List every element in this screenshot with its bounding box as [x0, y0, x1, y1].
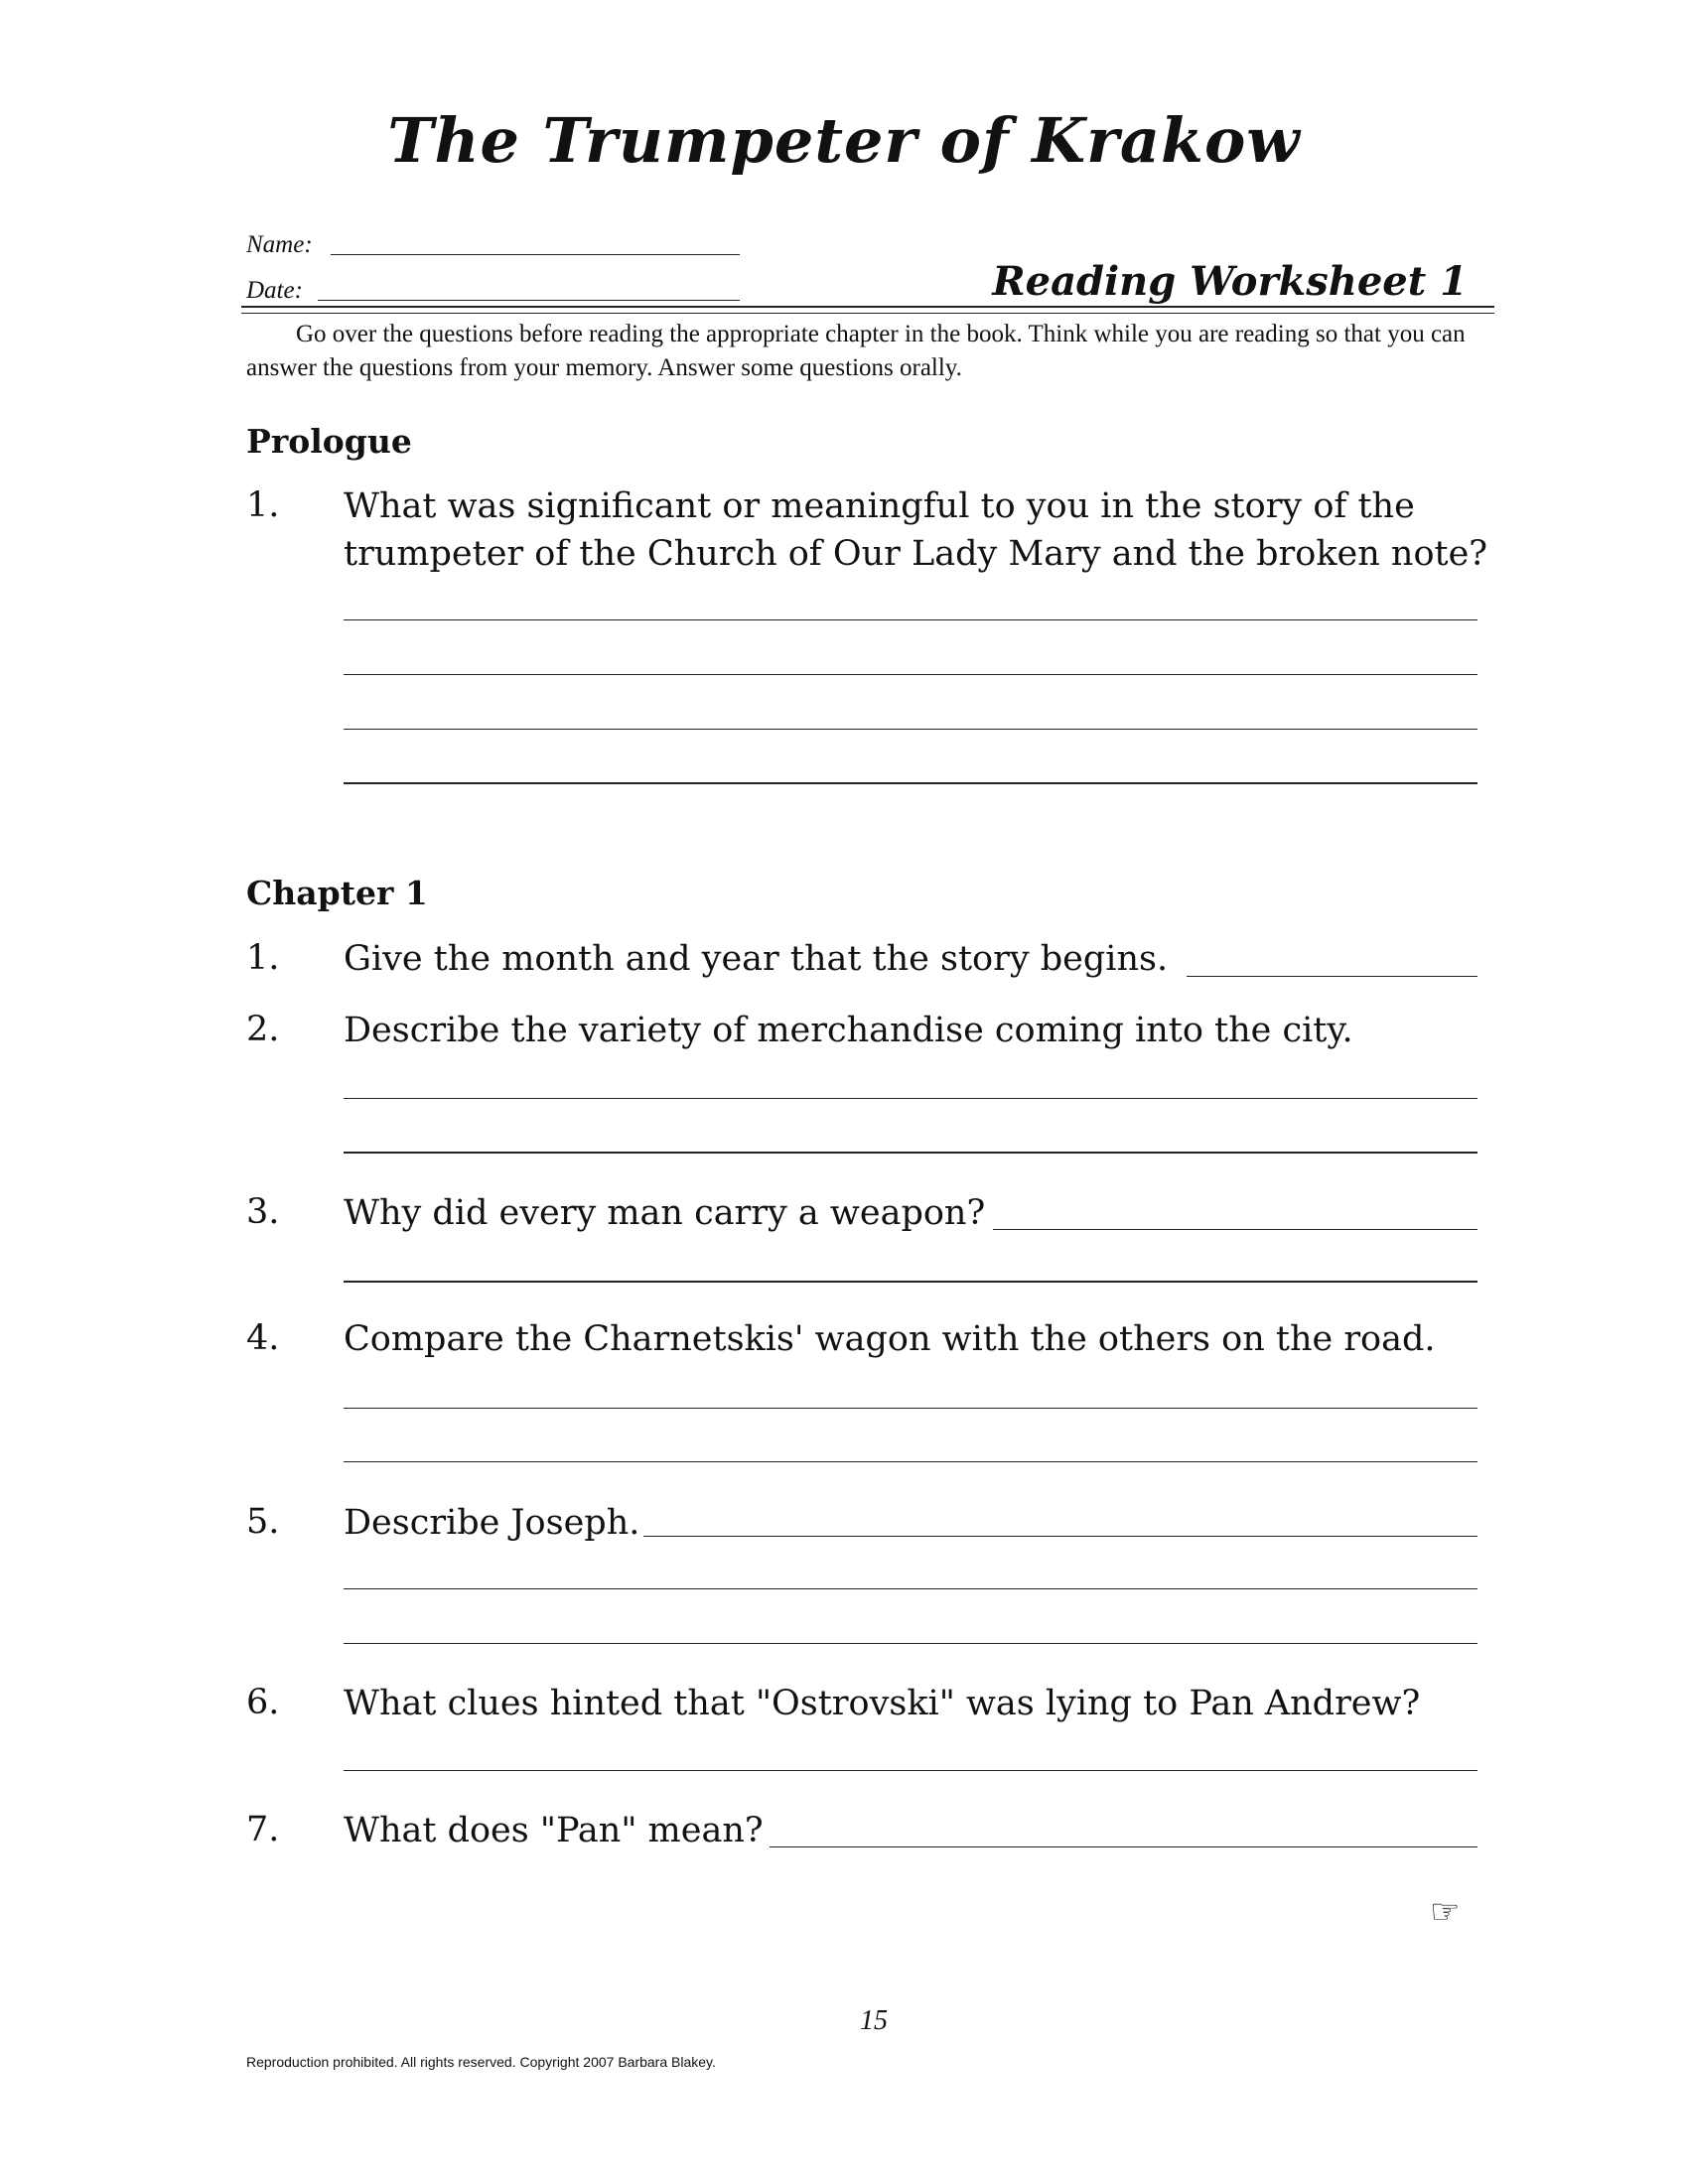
- answer-line[interactable]: [344, 1281, 1477, 1283]
- chapter1-q6-number: 6.: [246, 1683, 280, 1722]
- name-label: Name:: [246, 231, 313, 258]
- chapter1-q7-number: 7.: [246, 1810, 280, 1849]
- answer-line[interactable]: [643, 1536, 1477, 1537]
- chapter1-q1-text: Give the month and year that the story begins.: [344, 939, 1169, 979]
- answer-line[interactable]: [344, 1643, 1477, 1644]
- prologue-q1-number: 1.: [246, 485, 280, 525]
- worksheet-main-title: The Trumpeter of Krakow: [387, 104, 1301, 177]
- header-divider: [241, 306, 1494, 308]
- prologue-heading: Prologue: [246, 422, 412, 461]
- chapter1-q4-number: 4.: [246, 1318, 280, 1358]
- answer-line[interactable]: [344, 1588, 1477, 1589]
- chapter1-q5-text: Describe Joseph.: [344, 1503, 640, 1543]
- chapter1-q5-number: 5.: [246, 1502, 280, 1542]
- copyright-notice: Reproduction prohibited. All rights reserved. Copyright 2007 Barbara Blakey.: [246, 2054, 716, 2070]
- answer-line[interactable]: [344, 1098, 1477, 1099]
- answer-line[interactable]: [344, 674, 1477, 675]
- prologue-q1-text: What was significant or meaningful to you in the story of the trumpeter of the Church of Our Lady Mary and the broken note?: [344, 486, 1488, 574]
- answer-line[interactable]: [344, 782, 1477, 784]
- chapter1-q1-number: 1.: [246, 938, 280, 978]
- answer-line[interactable]: [344, 1770, 1477, 1771]
- chapter1-q2-number: 2.: [246, 1010, 280, 1049]
- instructions: Go over the questions before reading the appropriate chapter in the book. Think while you are reading so that you can answer the questions from your memory. Answer some questions orally.: [246, 321, 1466, 381]
- chapter1-q4-text: Compare the Charnetskis' wagon with the others on the road.: [344, 1319, 1436, 1359]
- page-number: 15: [860, 2005, 888, 2036]
- date-field[interactable]: [318, 300, 740, 301]
- name-field[interactable]: [331, 254, 740, 255]
- answer-line[interactable]: [993, 1229, 1477, 1230]
- header-divider-thin: [241, 313, 1494, 314]
- answer-line[interactable]: [344, 729, 1477, 730]
- answer-line[interactable]: [770, 1846, 1477, 1847]
- date-label: Date:: [246, 277, 303, 304]
- answer-line[interactable]: [1187, 976, 1477, 977]
- chapter1-q2-text: Describe the variety of merchandise coming into the city.: [344, 1011, 1353, 1050]
- chapter1-q7-text: What does "Pan" mean?: [344, 1811, 764, 1850]
- chapter1-heading: Chapter 1: [246, 874, 428, 912]
- chapter1-q3-text: Why did every man carry a weapon?: [344, 1193, 986, 1233]
- worksheet-subtitle: Reading Worksheet 1: [992, 258, 1468, 305]
- answer-line[interactable]: [344, 1461, 1477, 1462]
- chapter1-q3-number: 3.: [246, 1192, 280, 1232]
- chapter1-q6-text: What clues hinted that "Ostrovski" was lying to Pan Andrew?: [344, 1684, 1421, 1723]
- pointing-hand-icon: ☞: [1430, 1892, 1461, 1932]
- answer-line[interactable]: [344, 619, 1477, 620]
- answer-line[interactable]: [344, 1408, 1477, 1409]
- answer-line[interactable]: [344, 1152, 1477, 1154]
